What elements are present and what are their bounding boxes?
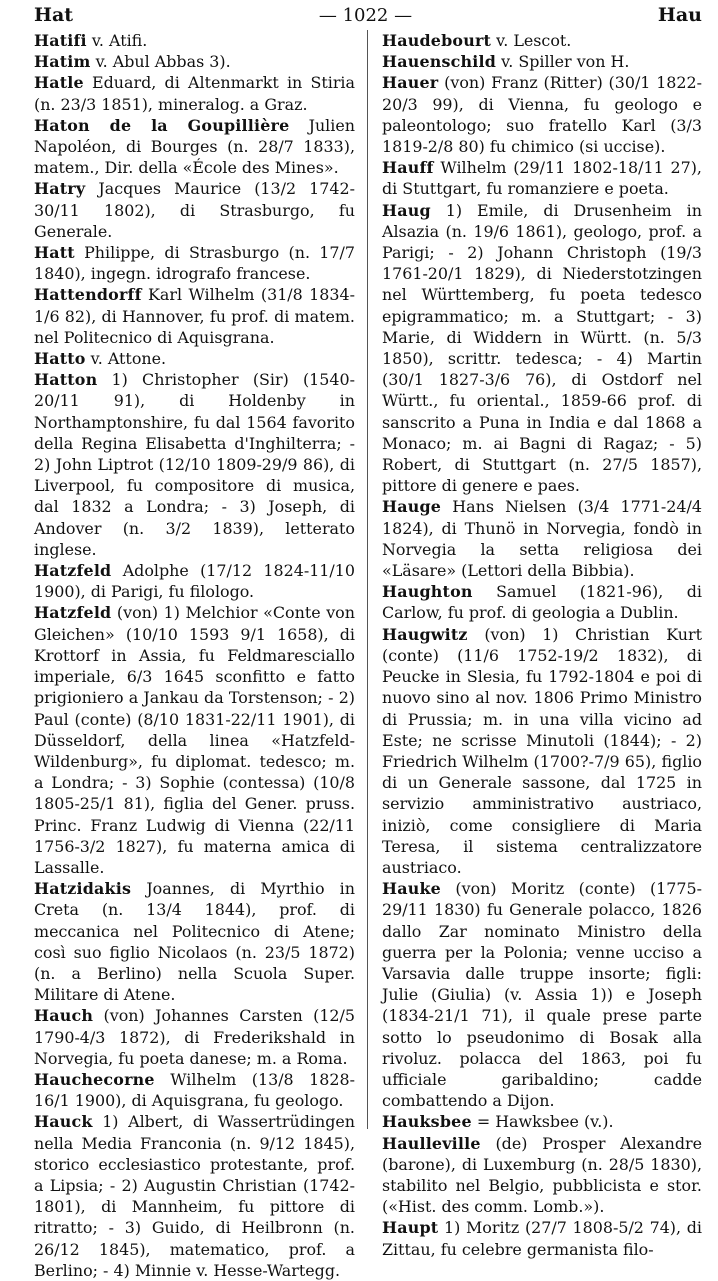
entry-headword: Hattendorff (34, 285, 142, 305)
dictionary-entry (382, 1133, 702, 1218)
dictionary-entry (382, 1217, 702, 1259)
entry-headword: Haulleville (382, 1133, 481, 1153)
entry-headword: Hatzidakis (34, 879, 132, 899)
entry-headword: Hauge (382, 497, 442, 517)
entry-headword: Haug (382, 200, 431, 220)
entry-text: Adolphe (17/12 1824-11/10 1900), di Parigi, fu filologo. (34, 561, 355, 602)
entry-text: v. Attone. (90, 349, 167, 369)
entry-text: (von) 1) Melchior «Conte von Gleichen» (10/10 1593 9/1 1658), di Krottorf in Assia, fu Feldmaresciallo imperiale, 6/3 1645 sconfitto e fatto prigioniero a Jankau da Torstenson; - 2) Paul (conte) (8/10 1831-22/11 1901), di Düsseldorf, della linea «Hatzfeld-Wildenburg», fu diplomat. tedesco; m. a Londra; - 3) Sophie (contessa) (10/8 1805-25/1 81), figlia del Gener. pruss. Princ. Franz Ludwig di Vienna (22/11 1756-3/2 1827), fu materna amica di Lassalle. (34, 603, 355, 877)
entry-headword: Hauff (382, 158, 434, 178)
right-column (368, 30, 702, 1259)
entry-text: Wilhelm (13/8 1828-16/1 1900), di Aquisgrana, fu geologo. (34, 1069, 355, 1111)
entry-headword: Hauchecorne (34, 1069, 155, 1089)
dictionary-entry (34, 369, 355, 560)
header-right-word: Hau (657, 4, 702, 26)
entry-headword: Haudebourt (382, 31, 492, 50)
entry-text: Julien Napoléon, di Bourges (n. 28/7 1833), matem., Dir. della «École des Mines». (34, 115, 355, 178)
dictionary-entry (34, 878, 355, 1005)
dictionary-entry (382, 496, 702, 581)
entry-text: v. Lescot. (496, 31, 572, 50)
entry-text: Karl Wilhelm (31/8 1834-1/6 82), di Hannover, fu prof. di matem. nel Politecnico di Aquisgrana. (34, 285, 355, 347)
entry-headword: Hauke (382, 879, 441, 899)
dictionary-entry (34, 178, 355, 242)
entry-text: Joannes, di Myrthio in Creta (n. 13/4 1844), prof. di meccanica nel Politecnico di Atene; così suo figlio Nicolaos (n. 23/5 1872) (n. a Berlino) nella Scuola Super. Militare di Atene. (34, 879, 356, 1005)
entry-text: (von) Franz (Ritter) (30/1 1822-20/3 99), di Vienna, fu geologo e paleontologo; suo fratello Karl (3/3 1819-2/8 80) fu chimico (si uccise). (382, 73, 702, 157)
entry-headword: Hatim (34, 52, 91, 72)
left-column (34, 30, 368, 1280)
entry-headword: Hauck (34, 1112, 93, 1132)
entry-headword: Hauer (382, 73, 439, 93)
dictionary-entry (382, 200, 702, 497)
dictionary-entry (382, 72, 702, 157)
entry-text: 1) Albert, di Wassertrüdingen nella Media Franconia (n. 9/12 1845), storico ecclesiastico protestante, prof. a Lipsia; - 2) Augustin Christian (1742-1801), di Mannheim, fu pittore di ritratto; - 3) Guido, di Heilbronn (n. 26/12 1845), matematico, prof. a Berlino; - 4) Minnie v. Hesse-Wartegg. (34, 1112, 355, 1280)
dictionary-entry (34, 72, 355, 114)
entry-text: v. Atifi. (91, 31, 148, 50)
entry-headword: Hatle (34, 73, 84, 93)
dictionary-page (34, 30, 702, 1280)
entry-headword: Hatzfeld (34, 603, 112, 623)
entry-headword: Haughton (382, 582, 473, 602)
entry-headword: Hatton (34, 370, 98, 390)
entry-text: (von) Johannes Carsten (12/5 1790-4/3 1872), di Frederikshald in Norvegia, fu poeta danese; m. a Roma. (34, 1006, 356, 1068)
dictionary-entry (34, 1069, 355, 1111)
dictionary-entry (382, 624, 702, 878)
entry-headword: Haugwitz (382, 624, 468, 644)
dictionary-entry (382, 157, 702, 199)
entry-text: (von) Moritz (conte) (1775-29/11 1830) fu Generale polacco, 1826 dallo Zar nominato Ministro della guerra per la Polonia; venne ucciso a Varsavia dalle truppe insorte; figli: Julie (Giulia) (v. Assia 1)) e Joseph (1834-21/1 71), il quale prese parte sotto lo pseudonimo di Bosak alla rivoluz. polacca del 1863, poi fu ufficiale garibaldino; cadde combattendo a Dijon. (382, 879, 702, 1111)
dictionary-entry (382, 878, 702, 1111)
entry-text: Philippe, di Strasburgo (n. 17/7 1840), ingegn. idrografo francese. (34, 243, 355, 284)
entry-headword: Hatry (34, 179, 86, 199)
dictionary-entry (34, 560, 355, 602)
dictionary-entry (382, 51, 702, 72)
entry-headword: Hatt (34, 243, 75, 263)
page-number: — 1022 — (318, 4, 413, 26)
dictionary-entry (34, 115, 355, 179)
dictionary-entry (34, 1005, 355, 1069)
running-header (34, 2, 702, 28)
entry-text: Samuel (1821-96), di Carlow, fu prof. di geologia a Dublin. (382, 582, 702, 623)
header-left-word: Hat (34, 4, 74, 26)
entry-text: Hans Nielsen (3/4 1771-24/4 1824), di Thunö in Norvegia, fondò in Norvegia la setta religiosa dei «Läsare» (Lettori della Bibbia). (382, 497, 702, 581)
dictionary-entry (34, 51, 355, 72)
entry-headword: Hatifi (34, 31, 87, 50)
entry-headword: Hatzfeld (34, 561, 112, 581)
dictionary-entry (34, 284, 355, 348)
entry-text: Wilhelm (29/11 1802-18/11 27), di Stuttgart, fu romanziere e poeta. (382, 158, 702, 199)
entry-text: v. Abul Abbas 3). (95, 52, 231, 72)
entry-text: 1) Christopher (Sir) (1540-20/11 91), di Holdenby in Northamptonshire, fu dal 1564 favorito della Regina Elisabetta d'Inghilterra; - 2) John Liptrot (12/10 1809-29/9 86), di Liverpool, fu compositore di musica, dal 1832 a Londra; - 3) Joseph, di Andover (n. 3/2 1839), letterato inglese. (34, 370, 355, 559)
entry-text: 1) Moritz (27/7 1808-5/2 74), di Zittau, fu celebre germanista filo- (382, 1218, 702, 1259)
entry-headword: Haupt (382, 1218, 439, 1238)
dictionary-entry (34, 30, 355, 51)
entry-headword: Haton de la Goupillière (34, 115, 290, 135)
entry-text: Jacques Maurice (13/2 1742-30/11 1802), di Strasburgo, fu Generale. (34, 179, 355, 241)
entry-headword: Hauenschild (382, 52, 497, 72)
dictionary-entry (382, 581, 702, 623)
entry-text: (von) 1) Christian Kurt (conte) (11/6 1752-19/2 1832), di Peucke in Slesia, fu 1792-1804 e poi di nuovo sino al nov. 1806 Primo Ministro di Prussia; m. in una villa vicino ad Este; ne scrisse Minutoli (1844); - 2) Friedrich Wilhelm (1700?-7/9 65), figlio di un Generale sassone, dal 1725 in servizio amministrativo austriaco, iniziò, come consigliere di Maria Teresa, il sistema centralizzatore austriaco. (382, 624, 702, 877)
entry-text: Eduard, di Altenmarkt in Stiria (n. 23/3 1851), mineralog. a Graz. (34, 73, 355, 114)
dictionary-entry (34, 1111, 355, 1281)
dictionary-entry (34, 602, 355, 878)
dictionary-entry (34, 242, 355, 284)
entry-text: 1) Emile, di Drusenheim in Alsazia (n. 19/6 1861), geologo, prof. a Parigi; - 2) Johann Christoph (19/3 1761-20/1 1829), di Niederstotzingen nel Württemberg, fu poeta tedesco epigrammatico; m. a Stuttgart; - 3) Marie, di Widdern in Württ. (n. 5/3 1850), scrittr. tedesca; - 4) Martin (30/1 1827-3/6 76), di Ostdorf nel Württ., fu oriental., 1859-66 prof. di sanscrito a Puna in India e dal 1868 a Monaco; m. ai Bagni di Ragaz; - 5) Robert, di Stuttgart (n. 27/5 1857), pittore di genere e paes. (382, 200, 702, 496)
entry-headword: Hauch (34, 1006, 94, 1026)
dictionary-entry (382, 30, 702, 51)
dictionary-entry (34, 348, 355, 369)
entry-text: = Hawksbee (v.). (476, 1112, 614, 1132)
entry-text: (de) Prosper Alexandre (barone), di Luxemburg (n. 28/5 1830), stabilito nel Belgio, pubblicista e stor. («Hist. des comm. Lomb.»). (382, 1133, 702, 1217)
entry-headword: Hatto (34, 349, 86, 369)
dictionary-entry (382, 1111, 702, 1132)
entry-headword: Hauksbee (382, 1112, 472, 1132)
entry-text: v. Spiller von H. (501, 52, 630, 72)
